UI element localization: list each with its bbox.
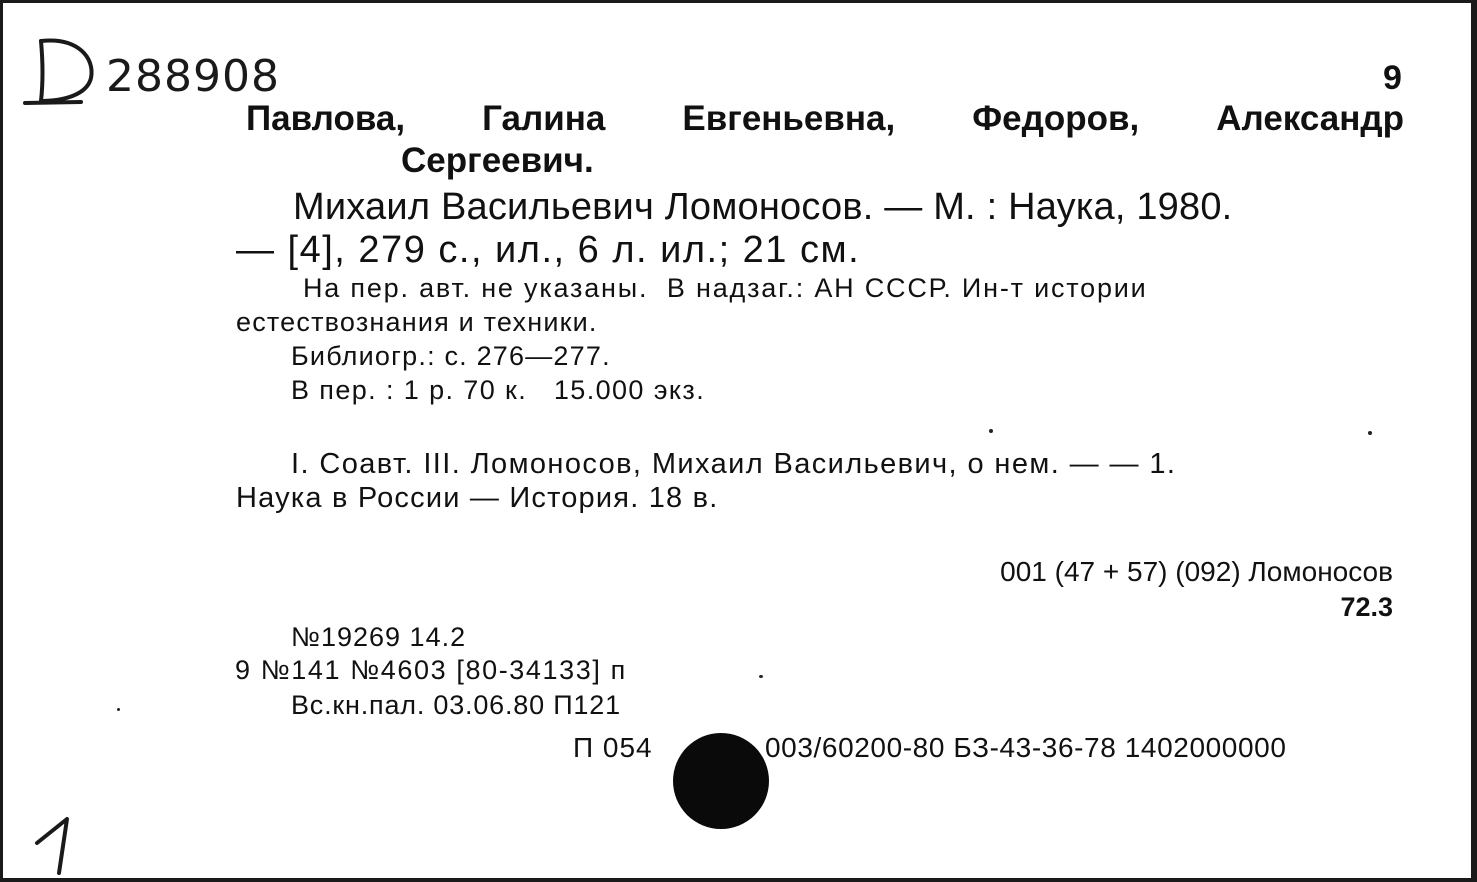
speck <box>759 675 763 678</box>
speck <box>989 429 993 433</box>
order-line-right: 003/60200-80 БЗ-43-36-78 1402000000 <box>765 732 1287 763</box>
card-number: 9 <box>1383 59 1402 97</box>
tracing-line: I. Соавт. III. Ломоносов, Михаил Васильевич, о нем. — — 1. <box>291 448 1177 480</box>
note-line: На пер. авт. не указаны. В надзаг.: АН СССР. Ин-т истории <box>303 273 1148 303</box>
punch-hole <box>673 733 769 829</box>
price-note: В пер. : 1 р. 70 к. 15.000 экз. <box>291 375 706 405</box>
author-word: Евгеньевна, <box>682 99 896 138</box>
bibliography-note: Библиогр.: с. 276—277. <box>291 341 611 371</box>
title-line: Михаил Васильевич Ломоносов. — М. : Наука, 1980. <box>293 186 1233 228</box>
handwritten-d-mark <box>23 33 103 108</box>
author-word: Павлова, <box>246 99 406 138</box>
author-word: Галина <box>482 99 606 138</box>
order-line: Вс.кн.пал. 03.06.80 П121 <box>291 690 621 720</box>
tracing-line: Наука в России — История. 18 в. <box>236 482 719 514</box>
speck <box>1368 431 1372 435</box>
order-line: 9 №141 №4603 [80-34133] п <box>235 655 627 685</box>
authors-heading <box>246 101 1404 136</box>
author-word: Федоров, <box>972 99 1140 138</box>
handwritten-call-number: 288908 <box>106 51 280 102</box>
collation-line: — [4], 279 с., ил., 6 л. ил.; 21 см. <box>236 229 861 271</box>
handwritten-corner-mark <box>33 815 83 877</box>
speck <box>117 708 120 711</box>
order-line: №19269 14.2 <box>291 622 467 652</box>
order-line-left: П 054 <box>573 732 653 763</box>
bbk-index: 72.3 <box>1340 592 1393 622</box>
note-line: естествознания и техники. <box>236 307 598 337</box>
authors-continuation: Сергеевич. <box>401 141 594 180</box>
author-word: Александр <box>1216 99 1404 138</box>
udc-index: 001 (47 + 57) (092) Ломоносов <box>1000 556 1393 587</box>
